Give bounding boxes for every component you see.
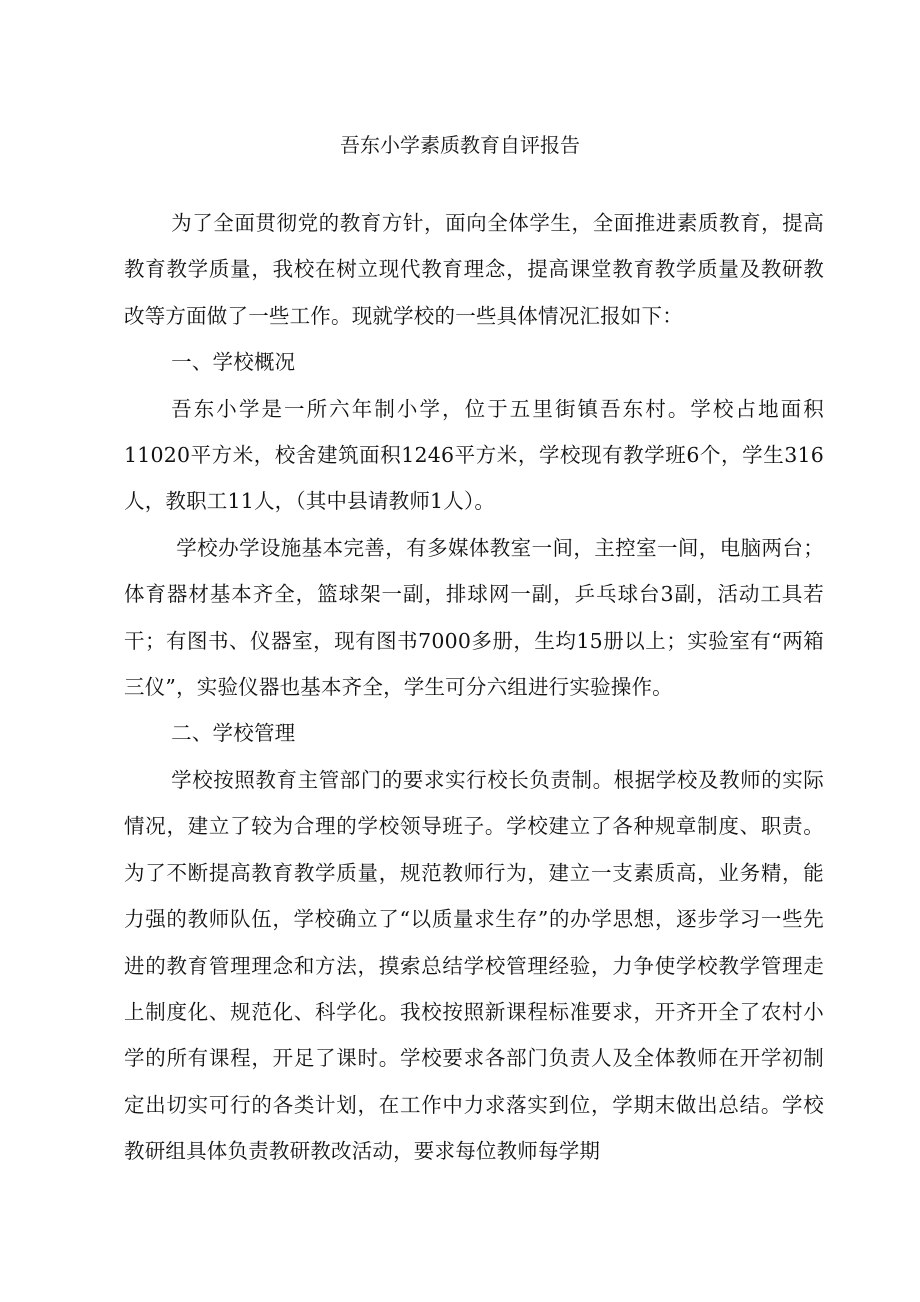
school-management-paragraph: 学校按照教育主管部门的要求实行校长负责制。根据学校及教师的实际情况，建立了较为合理的学校领导班子。学校建立了各种规章制度、职责。为了不断提高教育教学质量，规范教师行为，建立一支素质高，业务精，能力强的教师队伍，学校确立了“以质量求生存”的办学思想，逐步学习一些先进的教育管理理念和方法，摸索总结学校管理经验，力争使学校教学管理走上制度化、规范化、科学化。我校按照新课程标准要求，开齐开全了农村小学的所有课程，开足了课时。学校要求各部门负责人及全体教师在开学初制定出切实可行的各类计划，在工作中力求落实到位，学期末做出总结。学校教研组具体负责教研教改活动，要求每位教师每学期 <box>124 767 824 1164</box>
document-title: 吾东小学素质教育自评报告 <box>340 133 580 157</box>
document-body <box>124 200 824 1175</box>
school-overview-paragraph: 吾东小学是一所六年制小学，位于五里街镇吾东村。学校占地面积11020平方米，校舍建筑面积1246平方米，学校现有教学班6个，学生316人，教职工11人，（其中县请教师1人）。 <box>124 396 824 514</box>
section-heading-school-management: 二、学校管理 <box>171 721 296 746</box>
intro-paragraph: 为了全面贯彻党的教育方针，面向全体学生，全面推进素质教育，提高教育教学质量，我校在树立现代教育理念，提高课堂教育教学质量及教研教改等方面做了一些工作。现就学校的一些具体情况汇报如下： <box>124 211 824 328</box>
section-heading-school-overview: 一、学校概况 <box>171 350 296 375</box>
facilities-paragraph: 学校办学设施基本完善，有多媒体教室一间，主控室一间，电脑两台；体育器材基本齐全，篮球架一副，排球网一副，乒乓球台3副，活动工具若干；有图书、仪器室，现有图书7000多册，生均15册以上；实验室有“两箱三仪”，实验仪器也基本齐全，学生可分六组进行实验操作。 <box>124 535 824 700</box>
